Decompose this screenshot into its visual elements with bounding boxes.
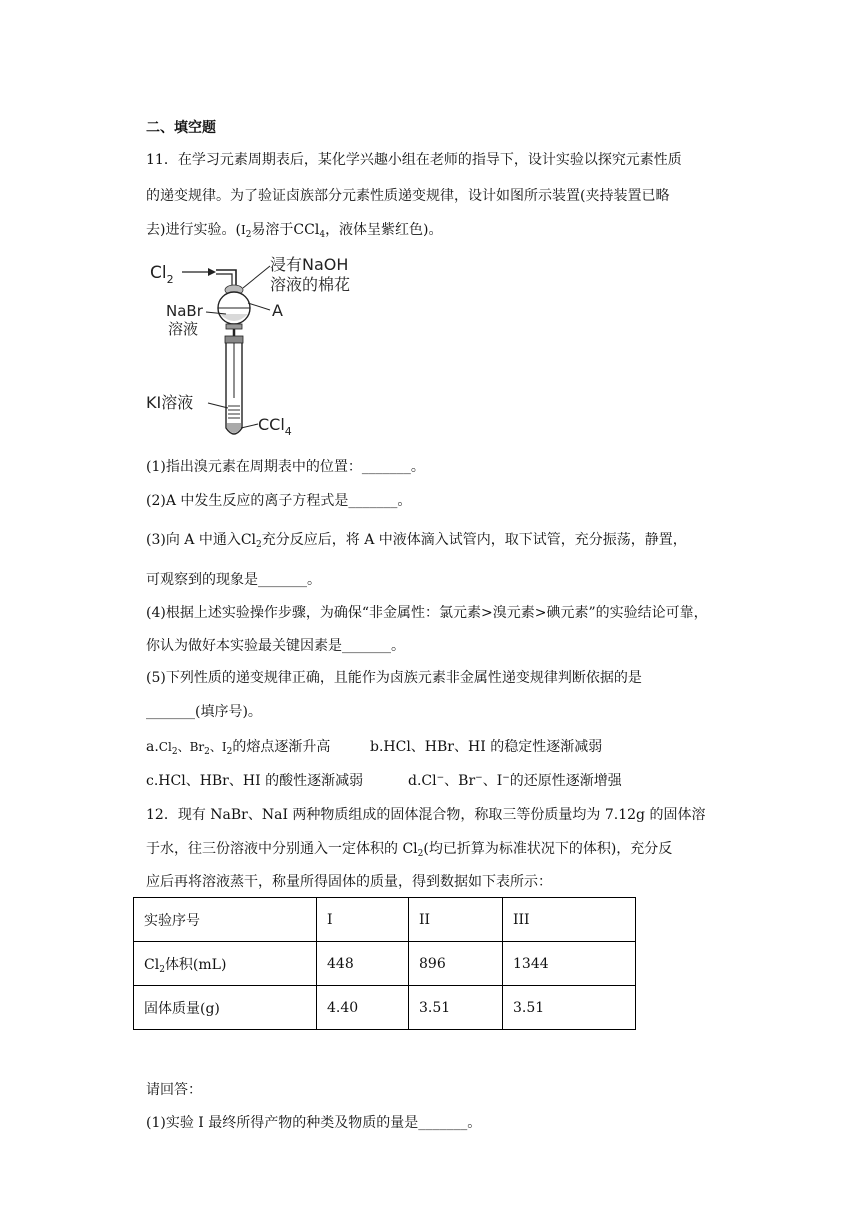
opt-a-br-sub: 2 [204, 747, 210, 757]
cotton-label-line1: 浸有NaOH [270, 255, 349, 274]
ccl4-leader [241, 424, 258, 428]
cl2-label: $Cl_2$ [150, 263, 174, 286]
q11-p1: (1)指出溴元素在周期表中的位置：_______。 [146, 459, 425, 475]
opt-a-br: Br [189, 740, 205, 754]
cotton-leader [243, 266, 270, 288]
table-cell: 4.40 [317, 986, 409, 1030]
q11-option-a [146, 737, 330, 757]
q11-ccl4 [293, 222, 325, 238]
section-title: 二、填空题 [146, 120, 216, 136]
table-cell: 896 [409, 942, 503, 986]
q11-p5-line2: _______(填序号)。 [146, 704, 262, 720]
opt-a-sep2: 、 [209, 740, 222, 754]
opt-d-text: 的还原性逐渐增强 [509, 773, 622, 789]
cotton-label-line2: 溶液的棉花 [270, 275, 351, 294]
opt-a-text: 的熔点逐渐升高 [232, 739, 331, 755]
q11-line3 [146, 220, 443, 240]
opt-d-br-charge: − [475, 773, 483, 783]
opt-d-prefix: d. [408, 773, 422, 789]
opt-d-sep1: 、 [444, 773, 459, 789]
stopcock [226, 324, 242, 329]
ki-leader [208, 403, 228, 408]
table-cell: 3.51 [409, 986, 503, 1030]
q11-i2 [240, 223, 252, 240]
table-cell: III [503, 898, 636, 942]
q11-option-d [408, 771, 622, 791]
q11-line2: 的递变规律。为了验证卤族部分元素性质递变规律，设计如图所示装置(夹持装置已略 [146, 188, 670, 204]
opt-a-cl: Cl [158, 740, 172, 754]
q12-line2-sub: 2 [417, 849, 424, 859]
cl2-volume-label-sub: 2 [159, 964, 165, 975]
cl2-arrowhead [208, 268, 216, 276]
ccl4-label: CCl$_4$ [258, 415, 292, 438]
table-cell: 3.51 [503, 986, 636, 1030]
opt-a-i-sub: 2 [226, 747, 233, 757]
opt-a-prefix: a. [146, 739, 159, 755]
q11-p2: (2)A 中发生反应的离子方程式是_______。 [146, 493, 412, 509]
q12-line2-a: 于水，往三份溶液中分别通入一定体积的 Cl [146, 841, 418, 857]
q12-line3: 应后再将溶液蒸干，称量所得固体的质量，得到数据如下表所示： [146, 874, 552, 890]
q11-option-c: c.HCl、HBr、HI 的酸性逐渐减弱 [146, 773, 364, 789]
opt-a-sep1: 、 [177, 740, 190, 754]
q11-line3-b: 易溶于 [251, 222, 294, 238]
nabr-label-line2: 溶液 [168, 320, 199, 338]
table-cell: 1344 [503, 942, 636, 986]
q12-p1: (1)实验 I 最终所得产物的种类及物质的量是_______。 [146, 1115, 482, 1131]
q12-data-table [133, 897, 636, 1030]
nabr-label-line1: NaBr [166, 302, 203, 320]
q11-p3-cl2-main: Cl [240, 532, 257, 548]
q11-p3-cl2-sub: 2 [256, 540, 262, 550]
q12-line2 [146, 839, 672, 859]
cl2-volume-label-rest: 体积(mL) [164, 956, 227, 973]
q11-p3-a: (3)向 A 中通入 [146, 532, 241, 548]
q11-p3-cl2 [241, 532, 262, 548]
opt-d-i-charge: − [502, 773, 510, 783]
q11-p3-b: 充分反应后，将 A 中液体滴入试管内，取下试管，充分振荡，静置， [261, 532, 687, 548]
opt-d-i: I [496, 773, 503, 789]
q11-p5-line1: (5)下列性质的递变规律正确，且能作为卤族元素非金属性递变规律判断依据的是 [146, 670, 642, 686]
q11-p3-line2: 可观察到的现象是_______。 [146, 572, 321, 588]
q11-i2-sub: 2 [245, 230, 252, 240]
table-cell: 实验序号 [134, 898, 317, 942]
q11-i2-main: I [240, 223, 246, 237]
label-a: A [272, 301, 283, 320]
opt-d-sep2: 、 [482, 773, 497, 789]
q11-ccl4-main: CCl [293, 222, 320, 238]
q11-p4-line2: 你认为做好本实验最关键因素是_______。 [146, 638, 405, 654]
q12-line1: 12．现有 NaBr、NaI 两种物质组成的固体混合物，称取三等份质量均为 7.12g 的固体溶 [146, 807, 706, 823]
table-cell: 固体质量(g) [134, 986, 317, 1030]
a-leader [248, 303, 270, 310]
opt-a-species [158, 740, 233, 757]
table-row [134, 898, 636, 942]
test-tube-stopper [225, 336, 243, 343]
opt-a-cl-sub: 2 [171, 747, 178, 757]
q11-p4-line1: (4)根据上述实验操作步骤，为确保“非金属性：氯元素>溴元素>碘元素”的实验结论可靠， [146, 605, 708, 621]
cl2-volume-label-main: Cl [144, 956, 160, 973]
q11-line1: 11．在学习元素周期表后，某化学兴趣小组在老师的指导下，设计实验以探究元素性质 [146, 152, 682, 168]
apparatus-diagram [146, 248, 376, 444]
table-cell: II [409, 898, 503, 942]
q11-line3-c: ，液体呈紫红色)。 [325, 222, 443, 238]
opt-a-i: I [221, 740, 227, 754]
q12-line2-b: (均已折算为标准状况下的体积)，充分反 [423, 841, 673, 857]
table-cell: 448 [317, 942, 409, 986]
q11-option-b: b.HCl、HBr、HI 的稳定性逐渐减弱 [370, 739, 603, 755]
table-row [134, 942, 636, 986]
q11-line3-a: 去)进行实验。( [146, 222, 241, 238]
table-cell: I [317, 898, 409, 942]
opt-d-br: Br [458, 773, 476, 789]
ki-label: KI溶液 [146, 393, 194, 412]
q11-p3-line1 [146, 530, 687, 550]
table-cell [134, 942, 317, 986]
table-row [134, 986, 636, 1030]
q11-ccl4-sub: 4 [319, 230, 326, 240]
q12-please-answer: 请回答： [146, 1082, 202, 1098]
opt-d-cl: Cl [421, 773, 437, 789]
opt-d-cl-charge: − [436, 773, 445, 783]
